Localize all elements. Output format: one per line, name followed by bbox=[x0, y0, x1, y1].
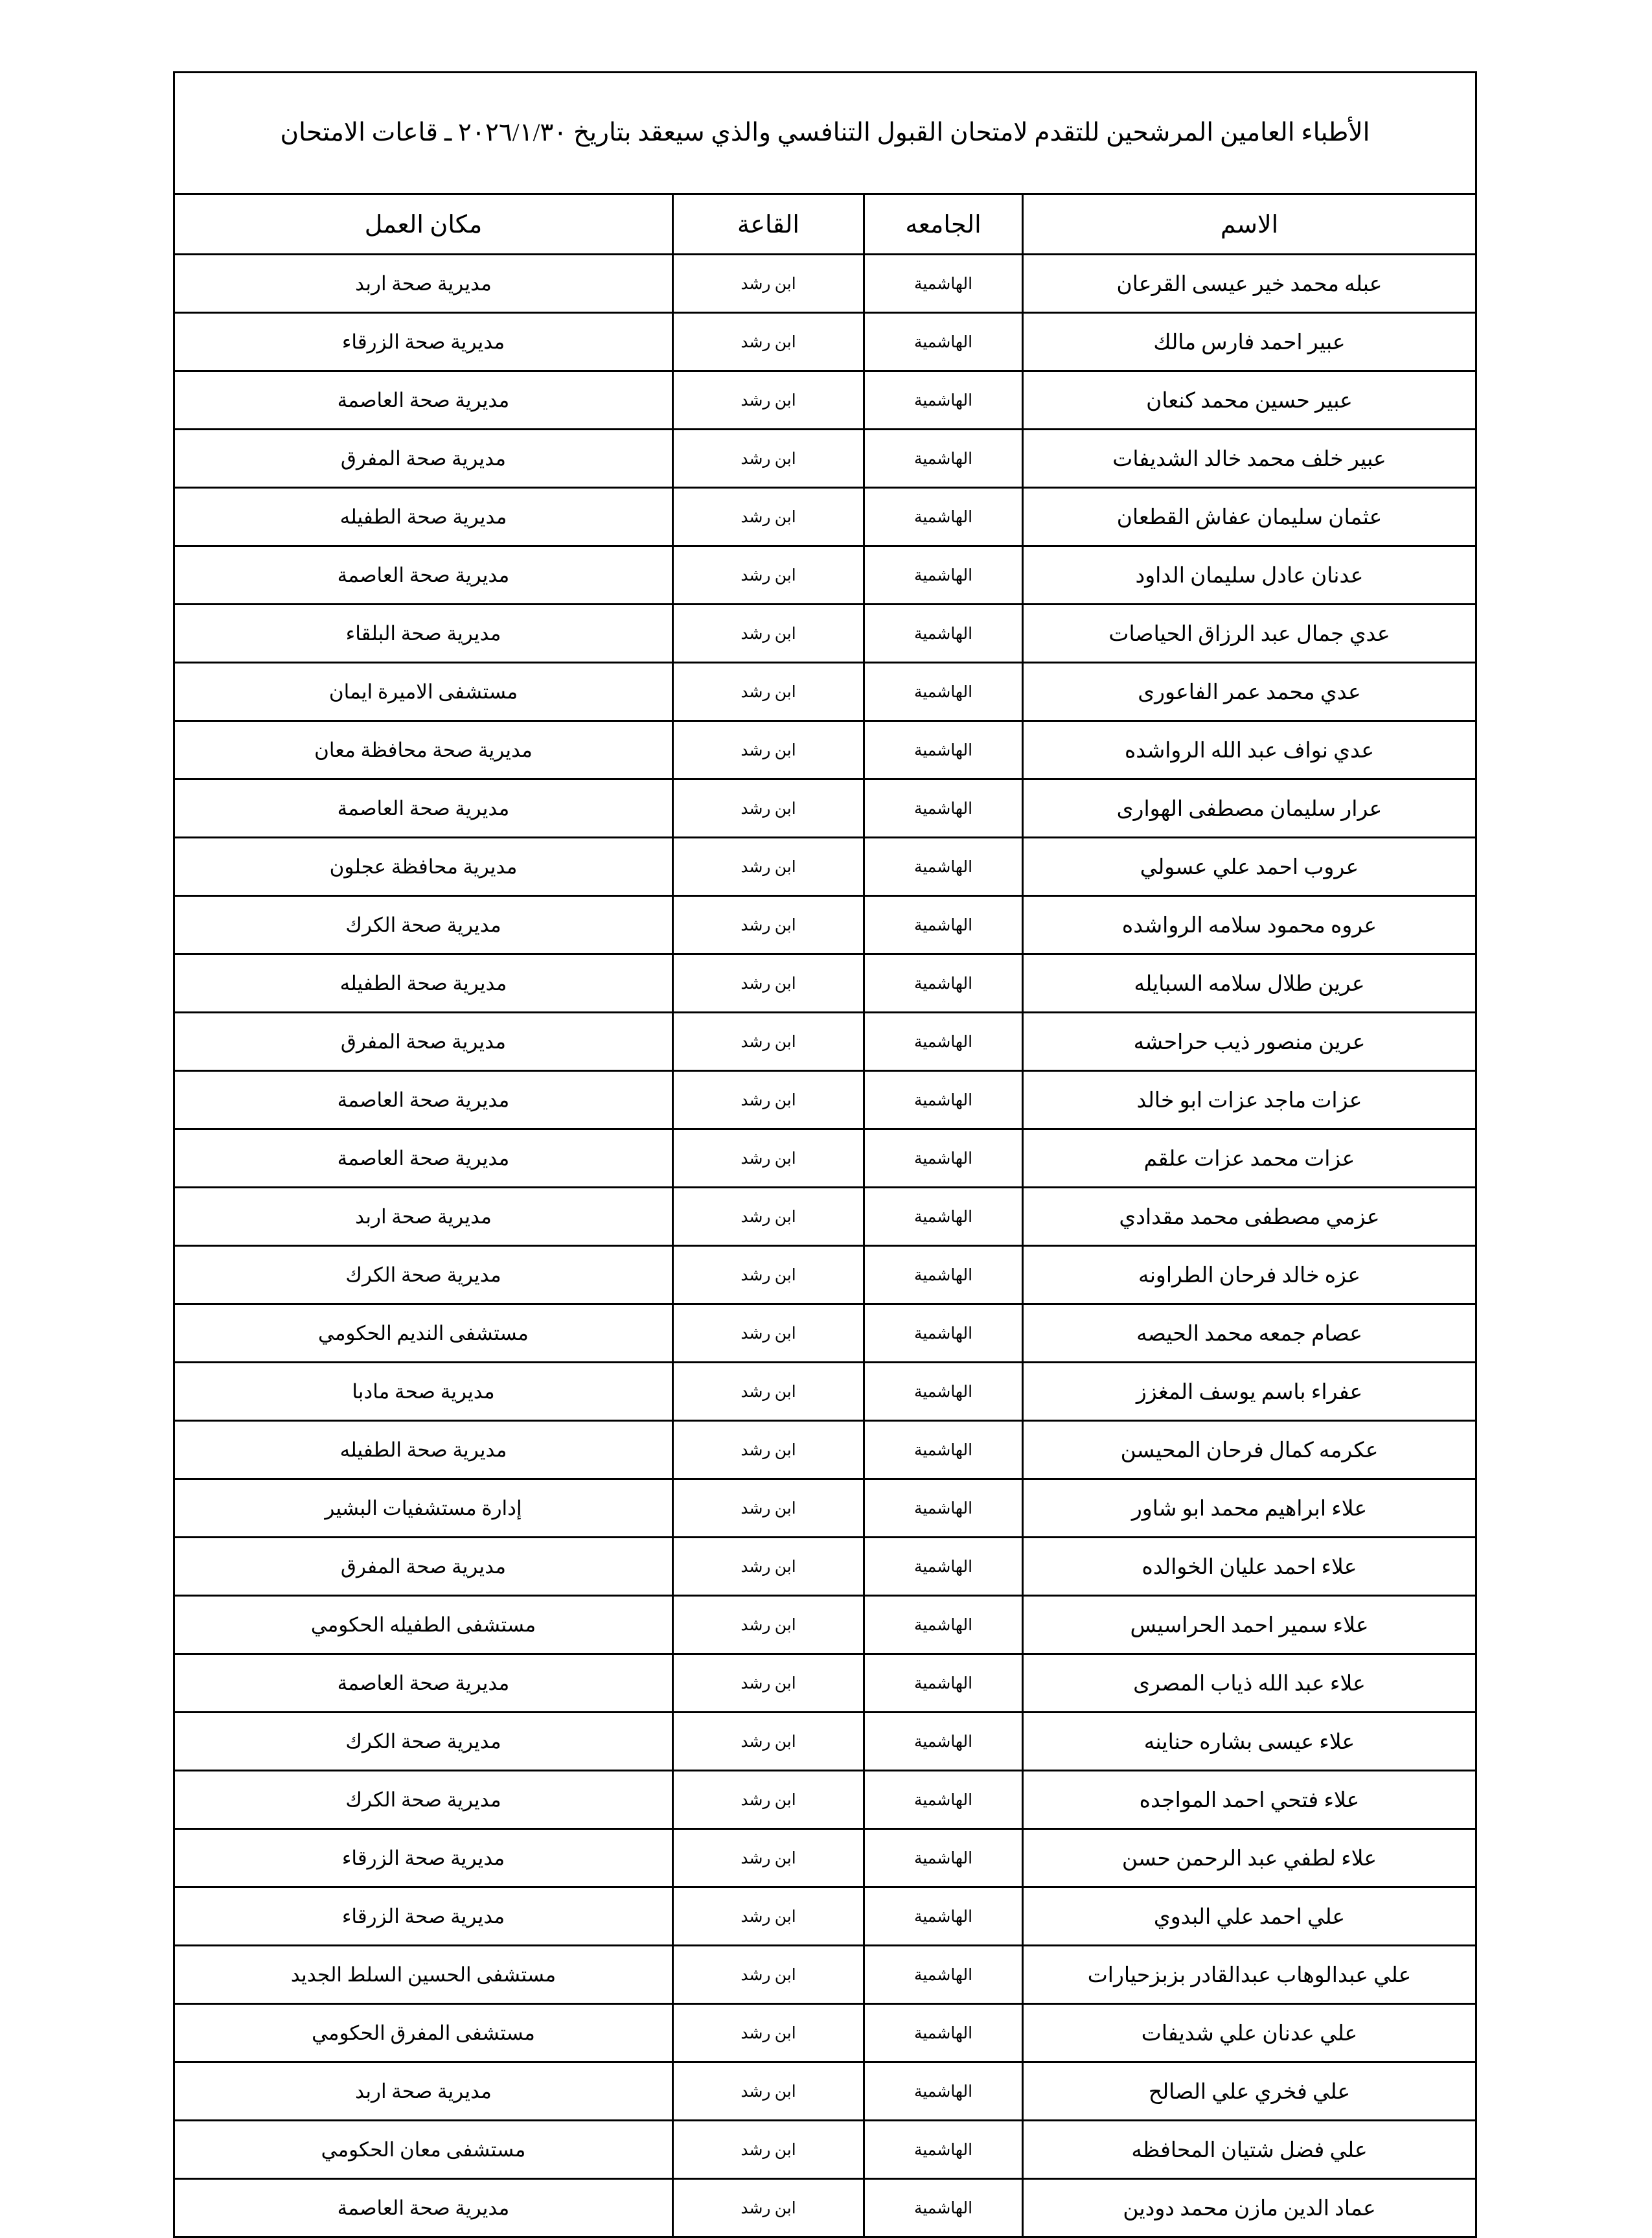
cell-univ: الهاشمية bbox=[864, 255, 1023, 313]
table-head bbox=[174, 73, 1476, 255]
cell-univ: الهاشمية bbox=[864, 2121, 1023, 2179]
table-row bbox=[174, 605, 1476, 663]
cell-hall: ابن رشد bbox=[673, 1596, 864, 1654]
cell-place: إدارة مستشفيات البشير bbox=[174, 1479, 672, 1538]
table-row bbox=[174, 1654, 1476, 1713]
cell-univ: الهاشمية bbox=[864, 1887, 1023, 1946]
cell-name: علي احمد علي البدوي bbox=[1023, 1887, 1476, 1946]
cell-place: مديرية محافظة عجلون bbox=[174, 838, 672, 896]
cell-univ: الهاشمية bbox=[864, 1363, 1023, 1421]
table-row bbox=[174, 313, 1476, 371]
cell-place: مديرية صحة العاصمة bbox=[174, 1129, 672, 1188]
cell-name: عماد الدين مازن محمد دودين bbox=[1023, 2179, 1476, 2237]
cell-univ: الهاشمية bbox=[864, 605, 1023, 663]
cell-place: مديرية صحة الكرك bbox=[174, 1246, 672, 1304]
cell-place: مديرية صحة العاصمة bbox=[174, 1071, 672, 1129]
cell-univ: الهاشمية bbox=[864, 1713, 1023, 1771]
cell-place: مستشفى الحسين السلط الجديد bbox=[174, 1946, 672, 2004]
cell-univ: الهاشمية bbox=[864, 838, 1023, 896]
cell-place: مديرية صحة العاصمة bbox=[174, 546, 672, 605]
cell-hall: ابن رشد bbox=[673, 721, 864, 779]
cell-place: مستشفى معان الحكومي bbox=[174, 2121, 672, 2179]
cell-name: عبير حسين محمد كنعان bbox=[1023, 371, 1476, 430]
cell-place: مديرية صحة اربد bbox=[174, 255, 672, 313]
table-row bbox=[174, 1771, 1476, 1829]
exam-candidates-table bbox=[173, 71, 1477, 2238]
cell-name: علاء عيسى بشاره حناينه bbox=[1023, 1713, 1476, 1771]
cell-univ: الهاشمية bbox=[864, 1071, 1023, 1129]
cell-hall: ابن رشد bbox=[673, 546, 864, 605]
table-row bbox=[174, 1479, 1476, 1538]
table-row bbox=[174, 255, 1476, 313]
cell-univ: الهاشمية bbox=[864, 1538, 1023, 1596]
cell-place: مستشفى المفرق الحكومي bbox=[174, 2004, 672, 2062]
cell-hall: ابن رشد bbox=[673, 2062, 864, 2121]
cell-place: مديرية صحة اربد bbox=[174, 2062, 672, 2121]
cell-univ: الهاشمية bbox=[864, 1188, 1023, 1246]
cell-univ: الهاشمية bbox=[864, 371, 1023, 430]
title-row bbox=[174, 73, 1476, 194]
cell-name: عزات محمد عزات علقم bbox=[1023, 1129, 1476, 1188]
table-row bbox=[174, 371, 1476, 430]
cell-hall: ابن رشد bbox=[673, 2179, 864, 2237]
cell-hall: ابن رشد bbox=[673, 1713, 864, 1771]
header-row bbox=[174, 194, 1476, 255]
cell-hall: ابن رشد bbox=[673, 1538, 864, 1596]
cell-name: عدي نواف عبد الله الرواشده bbox=[1023, 721, 1476, 779]
cell-place: مديرية صحة البلقاء bbox=[174, 605, 672, 663]
table-row bbox=[174, 1188, 1476, 1246]
cell-univ: الهاشمية bbox=[864, 313, 1023, 371]
cell-name: عثمان سليمان عفاش القطعان bbox=[1023, 488, 1476, 546]
cell-univ: الهاشمية bbox=[864, 2062, 1023, 2121]
column-header-workplace: مكان العمل bbox=[174, 194, 672, 255]
table-row bbox=[174, 1946, 1476, 2004]
cell-hall: ابن رشد bbox=[673, 1946, 864, 2004]
table-row bbox=[174, 488, 1476, 546]
cell-name: عرين منصور ذيب حراحشه bbox=[1023, 1013, 1476, 1071]
table-row bbox=[174, 1129, 1476, 1188]
cell-univ: الهاشمية bbox=[864, 1829, 1023, 1887]
table-row bbox=[174, 1829, 1476, 1887]
cell-hall: ابن رشد bbox=[673, 255, 864, 313]
cell-hall: ابن رشد bbox=[673, 2004, 864, 2062]
cell-univ: الهاشمية bbox=[864, 663, 1023, 721]
table-row bbox=[174, 663, 1476, 721]
cell-name: علاء عبد الله ذياب المصرى bbox=[1023, 1654, 1476, 1713]
cell-place: مديرية صحة الزرقاء bbox=[174, 1829, 672, 1887]
cell-univ: الهاشمية bbox=[864, 896, 1023, 954]
document-title: الأطباء العامين المرشحين للتقدم لامتحان القبول التنافسي والذي سيعقد بتاريخ ٢٠٢٦/١/٣٠ ـ قاعات الامتحان bbox=[174, 73, 1476, 194]
cell-hall: ابن رشد bbox=[673, 430, 864, 488]
table-row bbox=[174, 1304, 1476, 1363]
cell-name: علي عبدالوهاب عبدالقادر بزبزحيارات bbox=[1023, 1946, 1476, 2004]
cell-place: مديرية صحة اربد bbox=[174, 1188, 672, 1246]
cell-place: مديرية صحة الزرقاء bbox=[174, 1887, 672, 1946]
column-header-name: الاسم bbox=[1023, 194, 1476, 255]
cell-place: مديرية صحة المفرق bbox=[174, 1013, 672, 1071]
cell-hall: ابن رشد bbox=[673, 2121, 864, 2179]
cell-univ: الهاشمية bbox=[864, 1479, 1023, 1538]
cell-place: مديرية صحة المفرق bbox=[174, 1538, 672, 1596]
cell-name: عبير احمد فارس مالك bbox=[1023, 313, 1476, 371]
cell-univ: الهاشمية bbox=[864, 2179, 1023, 2237]
cell-univ: الهاشمية bbox=[864, 1771, 1023, 1829]
cell-place: مديرية صحة العاصمة bbox=[174, 1654, 672, 1713]
table-row bbox=[174, 779, 1476, 838]
cell-hall: ابن رشد bbox=[673, 1421, 864, 1479]
cell-hall: ابن رشد bbox=[673, 896, 864, 954]
table-row bbox=[174, 721, 1476, 779]
cell-name: عدي محمد عمر الفاعورى bbox=[1023, 663, 1476, 721]
cell-name: عرار سليمان مصطفى الهوارى bbox=[1023, 779, 1476, 838]
cell-name: علي فضل شتيان المحافظه bbox=[1023, 2121, 1476, 2179]
cell-hall: ابن رشد bbox=[673, 1188, 864, 1246]
cell-place: مديرية صحة العاصمة bbox=[174, 371, 672, 430]
cell-place: مديرية صحة الكرك bbox=[174, 1713, 672, 1771]
cell-univ: الهاشمية bbox=[864, 1421, 1023, 1479]
cell-place: مديرية صحة المفرق bbox=[174, 430, 672, 488]
cell-name: عروب احمد علي عسولي bbox=[1023, 838, 1476, 896]
cell-hall: ابن رشد bbox=[673, 1829, 864, 1887]
cell-name: عبير خلف محمد خالد الشديفات bbox=[1023, 430, 1476, 488]
cell-name: عزه خالد فرحان الطراونه bbox=[1023, 1246, 1476, 1304]
cell-univ: الهاشمية bbox=[864, 430, 1023, 488]
table-row bbox=[174, 2179, 1476, 2237]
table-row bbox=[174, 2121, 1476, 2179]
cell-name: عزات ماجد عزات ابو خالد bbox=[1023, 1071, 1476, 1129]
cell-place: مديرية صحة الكرك bbox=[174, 1771, 672, 1829]
table-row bbox=[174, 838, 1476, 896]
cell-name: علي عدنان علي شديفات bbox=[1023, 2004, 1476, 2062]
cell-hall: ابن رشد bbox=[673, 1363, 864, 1421]
cell-hall: ابن رشد bbox=[673, 954, 864, 1013]
cell-hall: ابن رشد bbox=[673, 1304, 864, 1363]
cell-univ: الهاشمية bbox=[864, 721, 1023, 779]
table-row bbox=[174, 1421, 1476, 1479]
cell-name: علاء احمد عليان الخوالده bbox=[1023, 1538, 1476, 1596]
cell-place: مديرية صحة الزرقاء bbox=[174, 313, 672, 371]
cell-place: مديرية صحة الطفيله bbox=[174, 488, 672, 546]
column-header-university: الجامعه bbox=[864, 194, 1023, 255]
cell-name: علاء سمير احمد الحراسيس bbox=[1023, 1596, 1476, 1654]
cell-univ: الهاشمية bbox=[864, 1129, 1023, 1188]
cell-name: عروه محمود سلامه الرواشده bbox=[1023, 896, 1476, 954]
cell-hall: ابن رشد bbox=[673, 1771, 864, 1829]
cell-hall: ابن رشد bbox=[673, 779, 864, 838]
cell-hall: ابن رشد bbox=[673, 371, 864, 430]
cell-univ: الهاشمية bbox=[864, 1304, 1023, 1363]
cell-univ: الهاشمية bbox=[864, 779, 1023, 838]
table-body bbox=[174, 255, 1476, 2237]
table-row bbox=[174, 896, 1476, 954]
table-row bbox=[174, 546, 1476, 605]
cell-univ: الهاشمية bbox=[864, 488, 1023, 546]
table-row bbox=[174, 1071, 1476, 1129]
cell-name: علاء ابراهيم محمد ابو شاور bbox=[1023, 1479, 1476, 1538]
cell-name: عدي جمال عبد الرزاق الحياصات bbox=[1023, 605, 1476, 663]
cell-univ: الهاشمية bbox=[864, 1013, 1023, 1071]
cell-hall: ابن رشد bbox=[673, 1246, 864, 1304]
table-row bbox=[174, 1013, 1476, 1071]
cell-hall: ابن رشد bbox=[673, 1129, 864, 1188]
table-row bbox=[174, 1246, 1476, 1304]
table-row bbox=[174, 954, 1476, 1013]
cell-hall: ابن رشد bbox=[673, 1887, 864, 1946]
cell-univ: الهاشمية bbox=[864, 1596, 1023, 1654]
table-row bbox=[174, 1887, 1476, 1946]
cell-hall: ابن رشد bbox=[673, 1654, 864, 1713]
cell-univ: الهاشمية bbox=[864, 546, 1023, 605]
cell-univ: الهاشمية bbox=[864, 1246, 1023, 1304]
cell-place: مستشفى الطفيله الحكومي bbox=[174, 1596, 672, 1654]
cell-hall: ابن رشد bbox=[673, 1071, 864, 1129]
cell-name: علاء فتحي احمد المواجده bbox=[1023, 1771, 1476, 1829]
table-row bbox=[174, 1713, 1476, 1771]
cell-name: عزمي مصطفى محمد مقدادي bbox=[1023, 1188, 1476, 1246]
cell-place: مديرية صحة مادبا bbox=[174, 1363, 672, 1421]
cell-univ: الهاشمية bbox=[864, 1654, 1023, 1713]
cell-name: عرين طلال سلامه السبايله bbox=[1023, 954, 1476, 1013]
table-row bbox=[174, 2004, 1476, 2062]
cell-place: مديرية صحة محافظة معان bbox=[174, 721, 672, 779]
cell-name: عدنان عادل سليمان الداود bbox=[1023, 546, 1476, 605]
cell-place: مديرية صحة الطفيله bbox=[174, 1421, 672, 1479]
cell-univ: الهاشمية bbox=[864, 1946, 1023, 2004]
cell-place: مديرية صحة الطفيله bbox=[174, 954, 672, 1013]
cell-name: علاء لطفي عبد الرحمن حسن bbox=[1023, 1829, 1476, 1887]
cell-hall: ابن رشد bbox=[673, 1013, 864, 1071]
table-row bbox=[174, 1363, 1476, 1421]
cell-name: عفراء باسم يوسف المغزز bbox=[1023, 1363, 1476, 1421]
table-row bbox=[174, 1538, 1476, 1596]
cell-place: مديرية صحة العاصمة bbox=[174, 779, 672, 838]
table-row bbox=[174, 430, 1476, 488]
table-row bbox=[174, 1596, 1476, 1654]
cell-name: عصام جمعه محمد الحيصه bbox=[1023, 1304, 1476, 1363]
cell-hall: ابن رشد bbox=[673, 488, 864, 546]
cell-hall: ابن رشد bbox=[673, 1479, 864, 1538]
cell-hall: ابن رشد bbox=[673, 605, 864, 663]
cell-name: عبله محمد خير عيسى القرعان bbox=[1023, 255, 1476, 313]
cell-name: علي فخري علي الصالح bbox=[1023, 2062, 1476, 2121]
cell-univ: الهاشمية bbox=[864, 954, 1023, 1013]
table-row bbox=[174, 2062, 1476, 2121]
cell-name: عكرمه كمال فرحان المحيسن bbox=[1023, 1421, 1476, 1479]
cell-place: مستشفى الاميرة ايمان bbox=[174, 663, 672, 721]
cell-place: مديرية صحة العاصمة bbox=[174, 2179, 672, 2237]
cell-place: مستشفى النديم الحكومي bbox=[174, 1304, 672, 1363]
cell-hall: ابن رشد bbox=[673, 663, 864, 721]
column-header-hall: القاعة bbox=[673, 194, 864, 255]
cell-univ: الهاشمية bbox=[864, 2004, 1023, 2062]
cell-hall: ابن رشد bbox=[673, 838, 864, 896]
cell-place: مديرية صحة الكرك bbox=[174, 896, 672, 954]
cell-hall: ابن رشد bbox=[673, 313, 864, 371]
